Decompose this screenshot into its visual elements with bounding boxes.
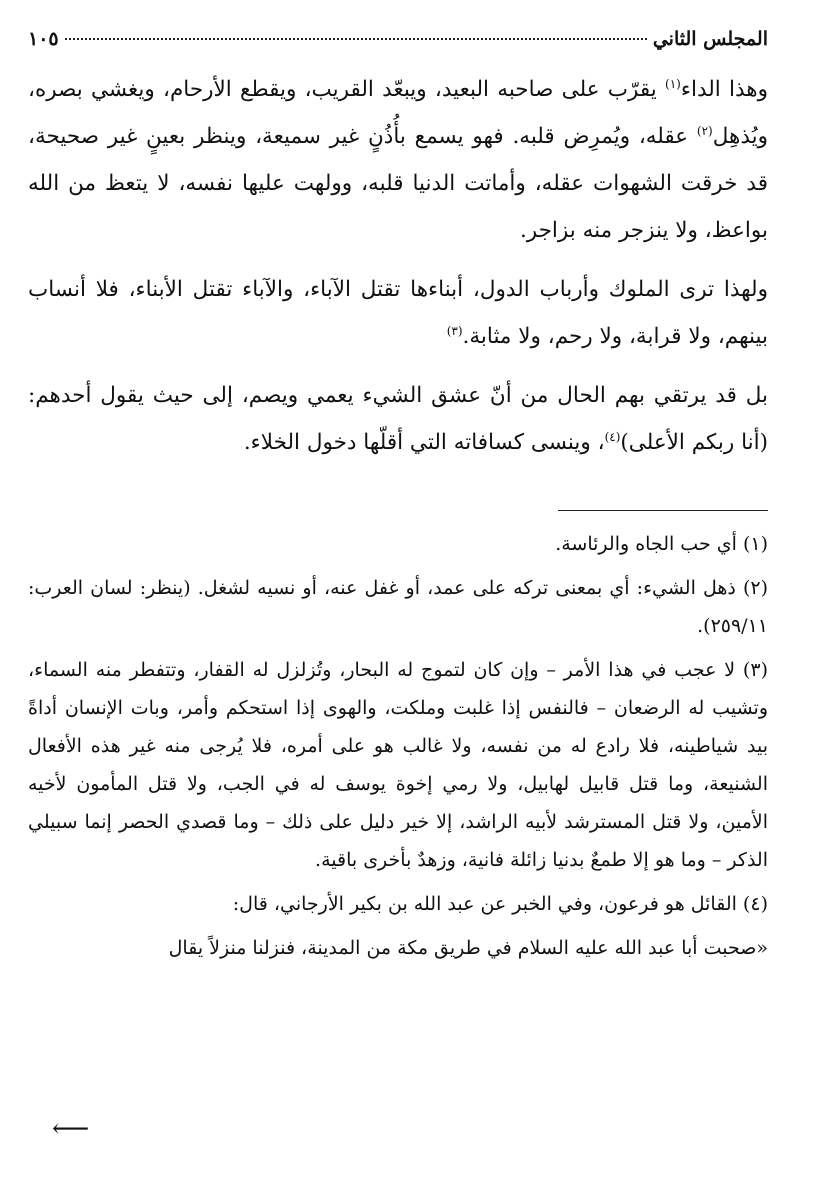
document-page <box>28 28 768 973</box>
header-dot-leader <box>65 38 647 40</box>
text-run: ولهذا ترى الملوك وأرباب الدول، أبناءها تقتل الآباء، والآباء تقتل الأبناء، فلا أنساب بينهم، ولا قرابة، ولا رحم، ولا مثابة. <box>28 277 768 349</box>
text-run: بل قد يرتقي بهم الحال من أنّ عشق الشيء يعمي ويصم، إلى حيث يقول أحدهم: (أنا ربكم الأعلى) <box>28 383 768 455</box>
arrow-left-icon: ⟵ <box>52 1114 90 1144</box>
main-text <box>28 66 768 466</box>
footnote: (١) أي حب الجاه والرئاسة. <box>555 533 768 555</box>
body-paragraph <box>28 372 768 466</box>
footnote-ref: (٤) <box>604 429 621 444</box>
footnote-ref: (١) <box>665 76 681 91</box>
footnote: (٣) لا عجب في هذا الأمر – وإن كان لتموج له البحار، وتُزلزل له القفار، وتتفطر منه السماء، وتشيب له الرضعان – فالنفس إذا غلبت وملكت، والهوى إذا استحكم وأمر، وبات الإنسان أداةً بيد شياطينه، فلا رادع له من نفسه، ولا غالب هو على أمره، فلا يُرجى منه غير هذه الأفعال الشنيعة، وما قتل قابيل لهابيل، ولا رمي إخوة يوسف له في الجب، ولا قتل المأمون لأخيه الأمين، ولا قتل المسترشد لأبيه الراشد، إلا خير دليل على ذلك – وما قصدي الحصر إنما سبيلي الذكر – وما هو إلا طمعٌ بدنيا زائلة فانية، وزهدٌ بأخرى باقية. <box>28 659 768 871</box>
text-run: وهذا الداء <box>680 77 768 102</box>
footnote: (٢) ذهل الشيء: أي بمعنى تركه على عمد، أو غفل عنه، أو نسيه لشغل. (ينظر: لسان العرب: ٢٥٩/١١). <box>28 577 768 637</box>
footnote-ref: (٢) <box>696 123 713 138</box>
text-run: ، وينسى كسافاته التي أقلّها دخول الخلاء. <box>243 430 605 455</box>
text-run: عقله، ويُمرِض قلبه. فهو يسمع بأُذُنٍ غير سميعة، وينظر بعينٍ غير صحيحة، قد خرقت الشهوات عقله، وأماتت الدنيا قلبه، وولهت عليها نفسه، لا يتعظ من الله بواعظ، ولا ينزجر منه بزاجر. <box>28 124 768 243</box>
page-number: ١٠٥ <box>28 28 59 50</box>
body-paragraph <box>28 66 768 254</box>
footnote: (٤) القائل هو فرعون، وفي الخبر عن عبد الله بن بكير الأرجاني، قال: <box>232 893 768 915</box>
chapter-title: المجلس الثاني <box>652 28 768 50</box>
body-paragraph <box>28 266 768 360</box>
footnote-ref: (٣) <box>446 323 463 338</box>
footnote-separator <box>558 510 768 511</box>
page-header <box>28 28 768 50</box>
footnote-quote: «صحبت أبا عبد الله عليه السلام في طريق مكة من المدينة، فنزلنا منزلاً يقال <box>168 937 768 959</box>
footnotes <box>28 525 768 967</box>
text-run: يقرّب على صاحبه البعيد، ويبعّد القريب، ويقطع الأرحام، ويغشي بصره، ويُذهِل <box>28 77 768 149</box>
